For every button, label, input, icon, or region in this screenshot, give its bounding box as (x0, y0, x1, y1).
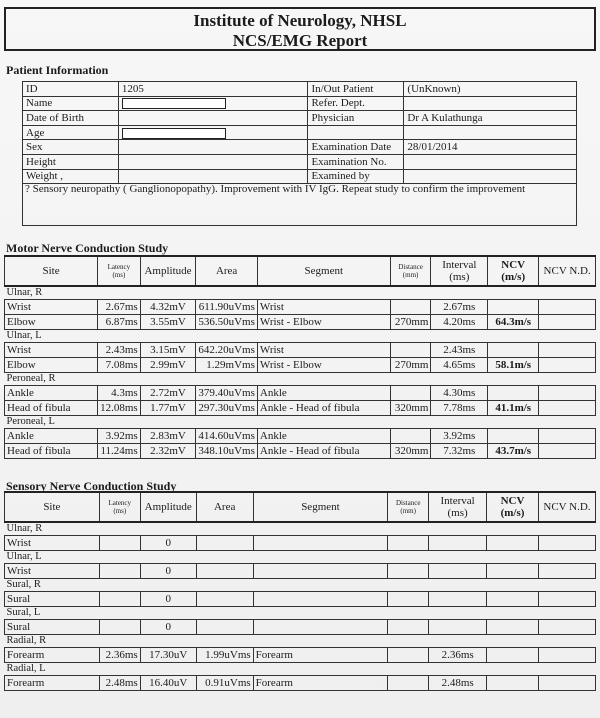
cell-interval: 2.36ms (429, 647, 487, 662)
cell-segment (253, 535, 388, 550)
column-header-distance-label: Distance (398, 263, 423, 271)
cell-ncv (487, 647, 539, 662)
cell-area (196, 619, 253, 634)
cell-site: Ankle (5, 428, 98, 443)
cell-ncv (487, 675, 539, 690)
cell-segment: Wrist (257, 342, 390, 357)
cell-amplitude: 2.32mV (140, 443, 196, 458)
cell-area: 0.91uVms (196, 675, 253, 690)
cell-latency (99, 535, 140, 550)
column-header-latency (99, 492, 140, 522)
column-header-distance (390, 256, 431, 286)
cell-amplitude: 3.55mV (140, 314, 196, 329)
cell-segment: Wrist (257, 299, 390, 314)
cell-area: 642.20uVms (196, 342, 258, 357)
cell-ncv: 41.1m/s (488, 400, 539, 415)
column-header-area-label: Area (215, 265, 238, 277)
patient-info-heading: Patient Information (6, 63, 109, 77)
clinical-notes: ? Sensory neuropathy ( Ganglionopopathy). Improvement with IV IgG. Repeat study to confirm the improvement (22, 182, 577, 226)
table-row (5, 563, 596, 578)
cell-site: Elbow (5, 357, 98, 372)
nerve-label: Ulnar, L (6, 330, 42, 341)
column-header-amplitude (140, 256, 196, 286)
nerve-label: Ulnar, R (6, 287, 43, 299)
table-row (5, 619, 596, 634)
column-header-latency-unit: (ms) (112, 271, 126, 279)
patient-info-row (23, 140, 577, 155)
column-header-distance-label: Distance (395, 499, 421, 507)
nerve-label: Sural, L (6, 607, 41, 618)
column-header-ncv-nd-label: NCV N.D. (543, 501, 591, 513)
cell-latency: 2.36ms (99, 647, 140, 662)
cell-site: Wrist (5, 535, 100, 550)
cell-segment (253, 591, 388, 606)
nerve-label: Ulnar, R (6, 523, 43, 535)
cell-segment (253, 563, 388, 578)
cell-area: 297.30uVms (196, 400, 258, 415)
table-row (5, 535, 596, 550)
cell-segment: Forearm (253, 647, 388, 662)
nerve-label: Peroneal, R (6, 373, 56, 384)
patient-field-value (118, 140, 308, 155)
column-header-amplitude (140, 492, 196, 522)
column-header-segment (257, 256, 390, 286)
redacted-box (122, 128, 226, 139)
cell-amplitude: 2.99mV (140, 357, 196, 372)
cell-interval: 7.78ms (431, 400, 488, 415)
cell-latency: 2.67ms (98, 299, 141, 314)
patient-field-label: Examination Date (308, 140, 404, 155)
cell-area: 379.40uVms (196, 385, 258, 400)
cell-distance: 270mm (390, 314, 431, 329)
table-row (5, 428, 596, 443)
patient-field-label: Physician (308, 111, 404, 126)
institute-title: Institute of Neurology, NHSL (193, 11, 407, 30)
column-header-segment-label: Segment (301, 501, 340, 513)
column-header-area (196, 492, 253, 522)
cell-area: 348.10uVms (196, 443, 258, 458)
cell-interval: 7.32ms (431, 443, 488, 458)
cell-latency: 2.48ms (99, 675, 140, 690)
cell-ncv-nd (539, 342, 596, 357)
cell-distance (390, 342, 431, 357)
column-header-ncv-label: NCV (500, 495, 525, 507)
cell-ncv-nd (538, 619, 595, 634)
cell-segment: Wrist - Elbow (257, 314, 390, 329)
column-header-site-label: Site (42, 265, 60, 277)
patient-field-value (404, 96, 577, 111)
cell-segment: Wrist - Elbow (257, 357, 390, 372)
cell-ncv (488, 428, 539, 443)
motor-table (4, 255, 596, 459)
patient-field-label: Examined by (308, 169, 404, 184)
column-header-ncv-unit: (m/s) (501, 271, 526, 283)
column-header-area-label: Area (213, 501, 236, 513)
cell-ncv (488, 385, 539, 400)
cell-area: 536.50uVms (196, 314, 258, 329)
nerve-group-row (5, 329, 596, 342)
nerve-group-row (5, 578, 596, 591)
nerve-group-row (5, 634, 596, 647)
cell-latency (99, 591, 140, 606)
cell-distance: 320mm (390, 400, 431, 415)
patient-field-value (404, 125, 577, 140)
cell-segment: Ankle - Head of fibula (257, 443, 390, 458)
nerve-group-row (5, 522, 596, 535)
column-header-ncv (487, 492, 539, 522)
cell-amplitude: 3.15mV (140, 342, 196, 357)
cell-site: Wrist (5, 563, 100, 578)
patient-field-value (118, 111, 308, 126)
table-row (5, 591, 596, 606)
cell-interval: 4.30ms (431, 385, 488, 400)
column-header-ncv-label: NCV (501, 259, 526, 271)
patient-info-table (22, 81, 577, 184)
nerve-label: Radial, L (6, 663, 46, 674)
cell-distance (388, 619, 429, 634)
cell-ncv: 64.3m/s (488, 314, 539, 329)
nerve-group-row (5, 606, 596, 619)
report-title: NCS/EMG Report (232, 31, 368, 50)
cell-amplitude: 1.77mV (140, 400, 196, 415)
patient-field-label: In/Out Patient (308, 82, 404, 97)
nerve-label: Sural, R (6, 579, 41, 590)
cell-ncv-nd (538, 675, 595, 690)
cell-segment (253, 619, 388, 634)
column-header-interval-unit: (ms) (447, 507, 468, 519)
table-row (5, 400, 596, 415)
cell-amplitude: 0 (140, 535, 196, 550)
cell-site: Wrist (5, 342, 98, 357)
cell-ncv-nd (539, 299, 596, 314)
patient-field-value: 28/01/2014 (404, 140, 577, 155)
table-row (5, 443, 596, 458)
patient-field-label: ID (23, 82, 119, 97)
patient-field-label (308, 125, 404, 140)
patient-field-value (118, 96, 308, 111)
patient-field-value: Dr A Kulathunga (404, 111, 577, 126)
nerve-group-row (5, 662, 596, 675)
cell-distance (390, 299, 431, 314)
patient-field-label: Date of Birth (23, 111, 119, 126)
cell-site: Head of fibula (5, 443, 98, 458)
cell-interval (429, 535, 487, 550)
column-header-distance-unit: (mm) (402, 271, 419, 279)
cell-ncv: 43.7m/s (488, 443, 539, 458)
cell-interval (429, 591, 487, 606)
nerve-group-row (5, 372, 596, 385)
table-row (5, 675, 596, 690)
column-header-interval-label: Interval (440, 495, 475, 507)
cell-latency: 3.92ms (98, 428, 141, 443)
patient-field-label: Age (23, 125, 119, 140)
cell-site: Elbow (5, 314, 98, 329)
column-header-row (5, 492, 596, 522)
column-header-interval-unit: (ms) (449, 271, 470, 283)
nerve-label: Ulnar, L (6, 551, 42, 562)
cell-interval (429, 619, 487, 634)
cell-amplitude: 16.40uV (140, 675, 196, 690)
cell-area: 1.99uVms (196, 647, 253, 662)
cell-distance (388, 675, 429, 690)
column-header-amplitude-label: Amplitude (144, 265, 192, 277)
column-header-latency-unit: (ms) (113, 507, 127, 515)
cell-interval: 2.48ms (429, 675, 487, 690)
cell-ncv (487, 591, 539, 606)
cell-latency (99, 619, 140, 634)
column-header-amplitude-label: Amplitude (144, 501, 192, 513)
cell-distance (388, 591, 429, 606)
cell-interval: 3.92ms (431, 428, 488, 443)
sensory-section-heading: Sensory Nerve Conduction Study (6, 479, 177, 493)
cell-ncv-nd (538, 647, 595, 662)
column-header-site (5, 492, 100, 522)
cell-segment: Ankle (257, 428, 390, 443)
cell-site: Sural (5, 591, 100, 606)
cell-area: 414.60uVms (196, 428, 258, 443)
column-header-interval (431, 256, 488, 286)
column-header-ncv (488, 256, 539, 286)
cell-ncv (488, 342, 539, 357)
cell-latency: 6.87ms (98, 314, 141, 329)
cell-distance (388, 647, 429, 662)
patient-field-value (118, 154, 308, 169)
cell-interval: 2.67ms (431, 299, 488, 314)
column-header-latency-label: Latency (108, 499, 131, 507)
cell-amplitude: 4.32mV (140, 299, 196, 314)
cell-ncv-nd (538, 563, 595, 578)
cell-site: Ankle (5, 385, 98, 400)
table-row (5, 314, 596, 329)
cell-distance: 320mm (390, 443, 431, 458)
cell-latency: 7.08ms (98, 357, 141, 372)
cell-amplitude: 2.72mV (140, 385, 196, 400)
cell-segment: Ankle (257, 385, 390, 400)
table-row (5, 299, 596, 314)
nerve-group-row (5, 286, 596, 299)
patient-field-label: Examination No. (308, 154, 404, 169)
table-row (5, 357, 596, 372)
column-header-ncv-nd (539, 256, 596, 286)
column-header-site-label: Site (43, 501, 61, 513)
sensory-table (4, 491, 596, 691)
column-header-interval-label: Interval (442, 259, 477, 271)
column-header-latency (98, 256, 141, 286)
patient-info-row (23, 125, 577, 140)
cell-distance: 270mm (390, 357, 431, 372)
cell-amplitude: 0 (140, 563, 196, 578)
cell-area (196, 591, 253, 606)
column-header-site (5, 256, 98, 286)
patient-field-label: Sex (23, 140, 119, 155)
patient-field-value: (UnKnown) (404, 82, 577, 97)
column-header-latency-label: Latency (107, 263, 131, 271)
cell-interval (429, 563, 487, 578)
cell-ncv-nd (539, 385, 596, 400)
column-header-interval (429, 492, 487, 522)
cell-ncv (487, 619, 539, 634)
column-header-ncv-nd (538, 492, 595, 522)
table-row (5, 342, 596, 357)
patient-field-value (118, 125, 308, 140)
patient-info-row (23, 154, 577, 169)
cell-ncv (488, 299, 539, 314)
cell-ncv-nd (539, 400, 596, 415)
cell-interval: 2.43ms (431, 342, 488, 357)
table-row (5, 647, 596, 662)
cell-amplitude: 17.30uV (140, 647, 196, 662)
cell-amplitude: 0 (140, 619, 196, 634)
cell-latency: 2.43ms (98, 342, 141, 357)
nerve-label: Peroneal, L (6, 416, 55, 427)
nerve-group-row (5, 550, 596, 563)
cell-interval: 4.20ms (431, 314, 488, 329)
patient-field-value (404, 154, 577, 169)
nerve-group-row (5, 415, 596, 428)
cell-latency: 12.08ms (98, 400, 141, 415)
cell-ncv-nd (539, 314, 596, 329)
cell-site: Forearm (5, 647, 100, 662)
patient-field-value: 1205 (118, 82, 308, 97)
motor-section-heading: Motor Nerve Conduction Study (6, 241, 169, 255)
cell-ncv-nd (539, 443, 596, 458)
cell-amplitude: 0 (140, 591, 196, 606)
cell-interval: 4.65ms (431, 357, 488, 372)
column-header-ncv-unit: (m/s) (500, 507, 525, 519)
cell-latency: 11.24ms (98, 443, 141, 458)
column-header-ncv-nd-label: NCV N.D. (543, 265, 591, 277)
cell-segment: Forearm (253, 675, 388, 690)
redacted-box (122, 98, 226, 109)
column-header-segment-label: Segment (304, 265, 344, 277)
column-header-segment (253, 492, 388, 522)
cell-ncv-nd (539, 357, 596, 372)
patient-info-row (23, 111, 577, 126)
patient-field-label: Name (23, 96, 119, 111)
cell-ncv-nd (538, 591, 595, 606)
cell-area (196, 563, 253, 578)
patient-field-label: Weight , (23, 169, 119, 184)
cell-site: Forearm (5, 675, 100, 690)
cell-amplitude: 2.83mV (140, 428, 196, 443)
cell-site: Head of fibula (5, 400, 98, 415)
cell-distance (388, 535, 429, 550)
cell-segment: Ankle - Head of fibula (257, 400, 390, 415)
nerve-label: Radial, R (6, 635, 47, 646)
cell-site: Sural (5, 619, 100, 634)
column-header-row (5, 256, 596, 286)
cell-area: 1.29mVms (196, 357, 258, 372)
cell-latency (99, 563, 140, 578)
table-row (5, 385, 596, 400)
patient-field-label: Height (23, 154, 119, 169)
cell-ncv-nd (539, 428, 596, 443)
patient-info-row (23, 96, 577, 111)
patient-field-label: Refer. Dept. (308, 96, 404, 111)
cell-ncv (487, 563, 539, 578)
cell-distance (390, 385, 431, 400)
cell-area (196, 535, 253, 550)
cell-latency: 4.3ms (98, 385, 141, 400)
cell-distance (390, 428, 431, 443)
cell-ncv (487, 535, 539, 550)
patient-info-row (23, 82, 577, 97)
column-header-distance-unit: (mm) (400, 507, 416, 515)
cell-distance (388, 563, 429, 578)
cell-area: 611.90uVms (196, 299, 258, 314)
cell-site: Wrist (5, 299, 98, 314)
report-header (4, 7, 596, 51)
cell-ncv: 58.1m/s (488, 357, 539, 372)
column-header-area (196, 256, 258, 286)
column-header-distance (388, 492, 429, 522)
cell-ncv-nd (538, 535, 595, 550)
